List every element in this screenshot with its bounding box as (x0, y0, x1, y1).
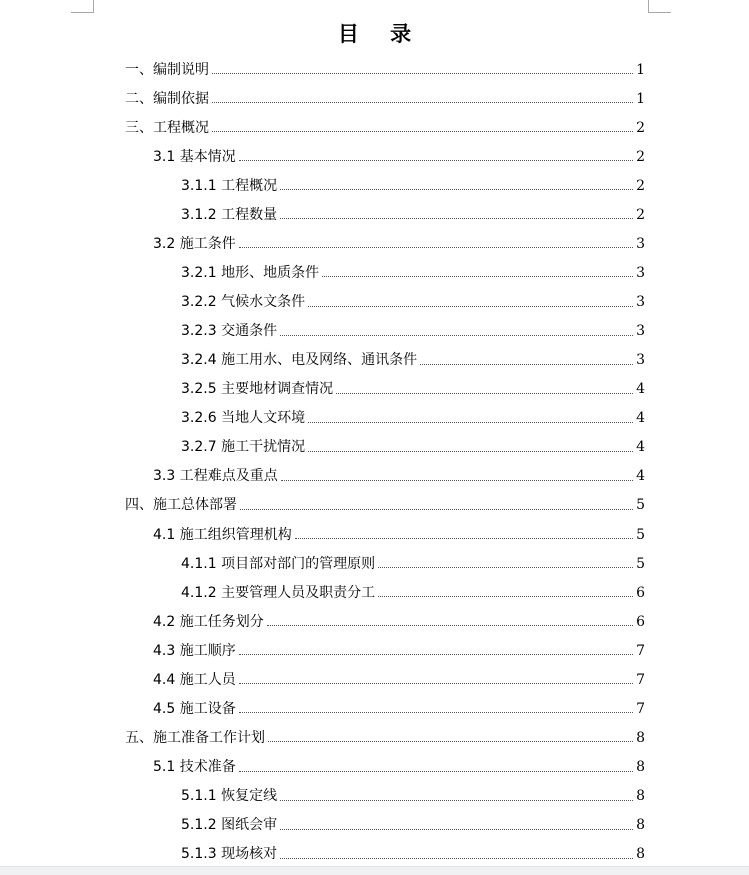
toc-entry-label: 3.2.1 地形、地质条件 (181, 264, 320, 281)
page-margin-corner-top-right (648, 0, 671, 13)
toc-page-number: 7 (636, 671, 645, 688)
toc-page-number: 3 (636, 352, 645, 369)
toc-dot-leader (239, 771, 633, 772)
toc-page-number: 2 (636, 148, 645, 165)
toc-dot-leader (212, 73, 633, 74)
toc-entry[interactable] (0, 258, 749, 287)
toc-entry[interactable] (0, 317, 749, 346)
toc-dot-leader (280, 218, 633, 219)
toc-dot-leader (378, 596, 633, 597)
toc-page-number: 3 (636, 323, 645, 340)
toc-page-number: 7 (636, 642, 645, 659)
toc-entry-label: 4.1.1 项目部对部门的管理原则 (181, 555, 376, 572)
toc-entry-label: 4.3 施工顺序 (153, 642, 236, 659)
toc-dot-leader (308, 422, 633, 423)
toc-entry[interactable] (0, 607, 749, 636)
toc-dot-leader (295, 538, 633, 539)
toc-entry-label: 3.1 基本情况 (153, 148, 236, 165)
toc-page-number: 4 (636, 468, 645, 485)
toc-title: 目 录 (337, 21, 424, 46)
toc-entry[interactable] (0, 491, 749, 520)
toc-page-number: 1 (636, 90, 645, 107)
toc-entry-label: 3.1.2 工程数量 (181, 206, 278, 223)
toc-entry[interactable] (0, 694, 749, 723)
toc-entry-label: 3.2.5 主要地材调查情况 (181, 381, 334, 398)
toc-page-number: 5 (636, 555, 645, 572)
toc-entry[interactable] (0, 840, 749, 869)
toc-page-number: 8 (636, 759, 645, 776)
toc-entry[interactable] (0, 404, 749, 433)
toc-entry-label: 3.2.3 交通条件 (181, 323, 278, 340)
toc-entry[interactable] (0, 753, 749, 782)
toc-entry[interactable] (0, 433, 749, 462)
toc-dot-leader (239, 160, 633, 161)
toc-page-number: 2 (636, 206, 645, 223)
toc-entry-label: 5.1.3 现场核对 (181, 846, 278, 863)
toc-page-number: 2 (636, 119, 645, 136)
toc-dot-leader (322, 276, 633, 277)
toc-entry[interactable] (0, 229, 749, 258)
toc-page-number: 5 (636, 526, 645, 543)
toc-page-number: 8 (636, 788, 645, 805)
toc-entry-label: 二、编制依据 (125, 90, 209, 107)
toc-page-number: 5 (636, 497, 645, 514)
toc-dot-leader (212, 131, 633, 132)
toc-entry[interactable] (0, 520, 749, 549)
toc-dot-leader (239, 247, 633, 248)
toc-page-number: 3 (636, 294, 645, 311)
toc-entry-label: 三、工程概况 (125, 119, 209, 136)
table-of-contents (0, 55, 749, 869)
toc-entry[interactable] (0, 636, 749, 665)
toc-page-number: 2 (636, 177, 645, 194)
toc-dot-leader (280, 858, 633, 859)
toc-page-number: 4 (636, 410, 645, 427)
toc-page-number: 8 (636, 846, 645, 863)
toc-dot-leader (308, 451, 633, 452)
toc-page-number: 4 (636, 381, 645, 398)
toc-entry-label: 4.1.2 主要管理人员及职责分工 (181, 584, 376, 601)
toc-dot-leader (239, 683, 633, 684)
toc-dot-leader (280, 335, 633, 336)
toc-dot-leader (239, 654, 633, 655)
toc-entry-label: 4.5 施工设备 (153, 700, 236, 717)
toc-entry[interactable] (0, 665, 749, 694)
toc-entry-label: 5.1 技术准备 (153, 759, 236, 776)
toc-page-number: 8 (636, 817, 645, 834)
toc-entry-label: 4.2 施工任务划分 (153, 613, 264, 630)
toc-dot-leader (378, 567, 633, 568)
toc-entry[interactable] (0, 723, 749, 752)
toc-dot-leader (308, 306, 633, 307)
toc-page-number: 3 (636, 235, 645, 252)
toc-entry-label: 4.1 施工组织管理机构 (153, 526, 292, 543)
toc-dot-leader (280, 189, 633, 190)
toc-entry-label: 3.1.1 工程概况 (181, 177, 278, 194)
toc-dot-leader (280, 829, 633, 830)
page-bottom-edge (0, 866, 749, 875)
toc-entry[interactable] (0, 462, 749, 491)
toc-page-number: 6 (636, 613, 645, 630)
toc-entry[interactable] (0, 200, 749, 229)
toc-entry-label: 五、施工准备工作计划 (125, 729, 265, 746)
toc-entry-label: 3.2.4 施工用水、电及网络、通讯条件 (181, 352, 418, 369)
toc-entry[interactable] (0, 782, 749, 811)
toc-dot-leader (239, 712, 633, 713)
toc-dot-leader (267, 625, 633, 626)
toc-entry-label: 3.2.6 当地人文环境 (181, 410, 306, 427)
toc-dot-leader (420, 364, 633, 365)
toc-entry[interactable] (0, 346, 749, 375)
toc-entry[interactable] (0, 142, 749, 171)
toc-entry[interactable] (0, 549, 749, 578)
toc-entry[interactable] (0, 113, 749, 142)
toc-entry[interactable] (0, 811, 749, 840)
toc-entry[interactable] (0, 578, 749, 607)
toc-page-number: 8 (636, 729, 645, 746)
page-margin-corner-top-left (71, 0, 94, 13)
toc-entry-label: 3.2.7 施工干扰情况 (181, 439, 306, 456)
toc-entry-label: 4.4 施工人员 (153, 671, 236, 688)
toc-entry[interactable] (0, 55, 749, 84)
toc-page-number: 3 (636, 264, 645, 281)
toc-entry-label: 一、编制说明 (125, 61, 209, 78)
toc-page-number: 1 (636, 61, 645, 78)
toc-entry-label: 5.1.2 图纸会审 (181, 817, 278, 834)
toc-page-number: 6 (636, 584, 645, 601)
toc-entry[interactable] (0, 171, 749, 200)
toc-entry-label: 3.3 工程难点及重点 (153, 468, 278, 485)
toc-entry-label: 3.2 施工条件 (153, 235, 236, 252)
toc-entry[interactable] (0, 288, 749, 317)
toc-entry[interactable] (0, 375, 749, 404)
toc-dot-leader (281, 480, 633, 481)
toc-entry[interactable] (0, 84, 749, 113)
toc-entry-label: 5.1.1 恢复定线 (181, 788, 278, 805)
toc-page-number: 7 (636, 700, 645, 717)
toc-entry-label: 四、施工总体部署 (125, 497, 237, 514)
toc-dot-leader (212, 102, 633, 103)
toc-page-number: 4 (636, 439, 645, 456)
toc-dot-leader (268, 741, 633, 742)
toc-dot-leader (336, 393, 633, 394)
toc-entry-label: 3.2.2 气候水文条件 (181, 294, 306, 311)
toc-dot-leader (280, 800, 633, 801)
toc-dot-leader (240, 509, 633, 510)
